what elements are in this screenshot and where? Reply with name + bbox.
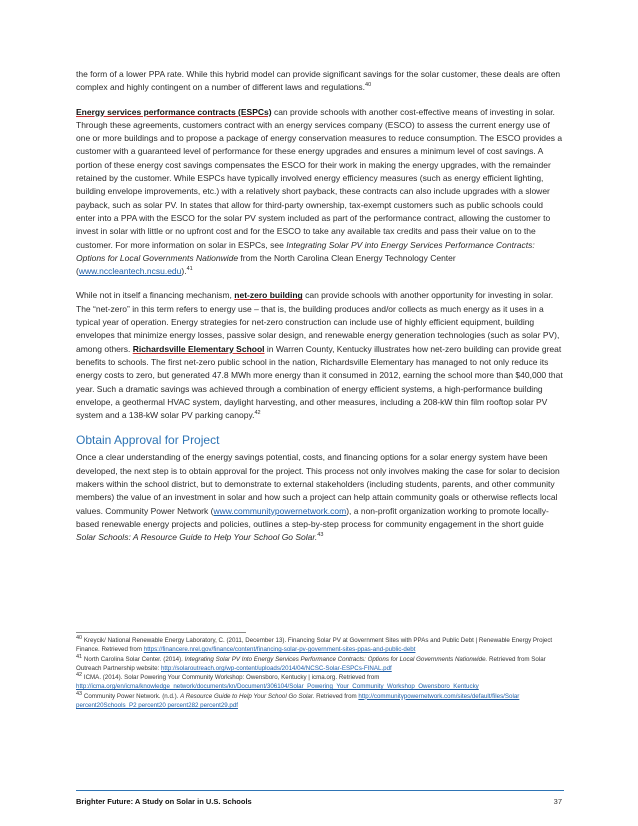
nccleantech-link[interactable]: www.nccleantech.ncsu.edu [78,266,182,277]
footnote-text: ICMA. (2014). Solar Powering Your Community Workshop: Owensboro, Kentucky | icma.org. Retrieved from [82,674,380,682]
footnote-ref-40[interactable]: 40 [365,82,372,89]
term-richardsville-school: Richardsville Elementary School [132,343,265,354]
page-number: 37 [553,797,562,806]
footer-divider [76,790,564,791]
paragraph-text: ), a non-profit organization working to promote locally-based renewable energy projects and policies, outlines a step-by-step process for community engagement in the short guide [76,505,549,529]
footnote-43 [76,692,564,711]
paragraph-text: Once a clear understanding of the energy savings potential, costs, and financing options for a solar energy system have been developed, the next step is to obtain approval for the project. This process not only involves making the case for solar to decision makers within the school district, but to demonstrate to external stakeholders (including students, parents, and other community members) the value of an investment in solar and how such a project can help attain community goals or otherwise reflects local values. Community Power Network ( [76,452,560,516]
footnote-ref-41[interactable]: 41 [186,266,193,273]
communitypowernetwork-link[interactable]: www.communitypowernetwork.com [213,505,347,516]
paragraph-text: can provide schools with another cost-effective means of investing in solar. Through these agreements, customers contract with an energy services company (ESCO) to assess the current energy use of one or more buildings and to propose a package of energy conservation measures to reduce consumption. The ESCO provides a customer with a guaranteed level of performance for these energy upgrades and ensures a minimum level of cost savings. A portion of these energy cost savings compensates the ESCO for their work in making the energy upgrades, with the remainder retained by the customer. While ESPCs have typically involved energy efficiency measures (such as energy efficient lighting, building envelope improvements, etc.) with a relatively short payback, these contracts can also include upgrades with a slower payback, such as solar PV. In states that allow for third-party ownership, tax-exempt customers such as public schools could enter into a PPA with the ESCO for the solar PV system included as part of the performance contract, allowing the customer to invest in solar with little or no upfront cost and for the ESCO to take any available tax credits and pass their value on to the customer. For more information on solar in ESPCs, see [76,106,563,250]
footnote-number: 40 [76,634,83,641]
footnote-text: Kreycik/ National Renewable Energy Laboratory, C. (2011, December 13). Financing Solar PV at Government Sites with PPAs and Public Debt | Renewable Energy Project Finance. Retrieved from [76,637,553,654]
footnote-number: 43 [76,690,83,697]
term-espc: Energy services performance contracts (ESPCs) [76,106,272,117]
footnote-41 [76,655,564,674]
section-heading: Obtain Approval for Project [76,433,220,448]
paragraph-text: While not in itself a financing mechanism, [76,290,235,301]
footnote-42 [76,673,564,692]
footnote-text: Community Power Network. (n.d.). [82,692,181,700]
page-body [76,68,564,556]
footnote-ref-43[interactable]: 43 [317,532,324,539]
paragraph-text: can provide schools with another opportunity for investing in solar. The “net-zero” in this term refers to energy use – that is, the building produces and/or collects as much energy as it uses in a typical year of operation. Energy strategies for net-zero construction can include use of highly efficient equipment, building envelopes that minimize energy losses, passive solar design, and renewable energy generation technologies (such as solar PV), among others. [76,290,560,354]
term-net-zero-building: net-zero building [234,290,303,301]
footnote-link[interactable]: http://solaroutreach.org/wp-content/uploads/2014/04/NCSC-Solar-ESPCs-FINAL.pdf [160,664,392,672]
paragraph-ppa [76,68,564,95]
publication-title: Integrating Solar PV into Energy Services Performance Contracts: Options for Local Governments Nationwide [76,239,535,263]
footnote-link[interactable]: https://financere.nrel.gov/finance/content/financing-solar-pv-government-sites-ppas-and-public-debt [143,646,416,654]
footnotes [76,636,564,710]
footnote-number: 41 [76,653,83,660]
paragraph-text: in Warren County, Kentucky illustrates how net-zero building can provide great benefits to schools. The first net-zero public school in the nation, Richardsville Elementary has managed to not only reduce its energy costs to zero, but generated 47.8 MWh more energy than it consumed in 2012, earning the school more than $40,000 that year. Such a dramatic savings was achieved through a combination of energy efficient systems, a high-performance building envelope, a geothermal HVAC system, daylight harvesting, and other measures, including a 208-kW thin film rooftop solar PV system and a 138-kW solar PV parking canopy. [76,343,563,421]
footnote-40 [76,636,564,655]
footnote-text: Retrieved from Solar Outreach Partnership website: [76,655,546,672]
footnote-text: Retrieved from [314,692,359,700]
footnote-title: A Resource Guide to Help Your School Go Solar. [180,692,315,700]
footnote-divider [76,632,246,633]
paragraph-text: the form of a lower PPA rate. While this hybrid model can provide significant savings for the solar customer, these deals are often complex and highly contingent on a number of different laws and regulations. [76,69,561,93]
footnote-link[interactable]: http://communitypowernetwork.com/sites/default/files/Solar percent20Schools_P2 percent20 percent282 percent29.pdf [76,692,520,710]
paragraph-approval [76,451,564,544]
footnote-number: 42 [76,672,83,679]
paragraph-text: ). [181,266,187,277]
footnote-link[interactable]: http://icma.org/en/icma/knowledge_network/documents/kn/Document/306104/Solar_Powering_Your_Community_Workshop_Owensboro_Kentucky [76,683,479,691]
paragraph-espc [76,106,564,279]
paragraph-text: from the North Carolina Clean Energy Technology Center ( [76,252,456,277]
footnote-text: North Carolina Solar Center. (2014). [82,655,185,663]
footer-title: Brighter Future: A Study on Solar in U.S. Schools [76,797,252,806]
paragraph-net-zero [76,289,564,422]
footnote-title: Integrating Solar PV Into Energy Services Performance Contracts: Options for Local Governments Nationwide. [184,655,488,663]
footnote-ref-42[interactable]: 42 [254,410,261,417]
publication-title: Solar Schools: A Resource Guide to Help Your School Go Solar. [76,532,318,543]
